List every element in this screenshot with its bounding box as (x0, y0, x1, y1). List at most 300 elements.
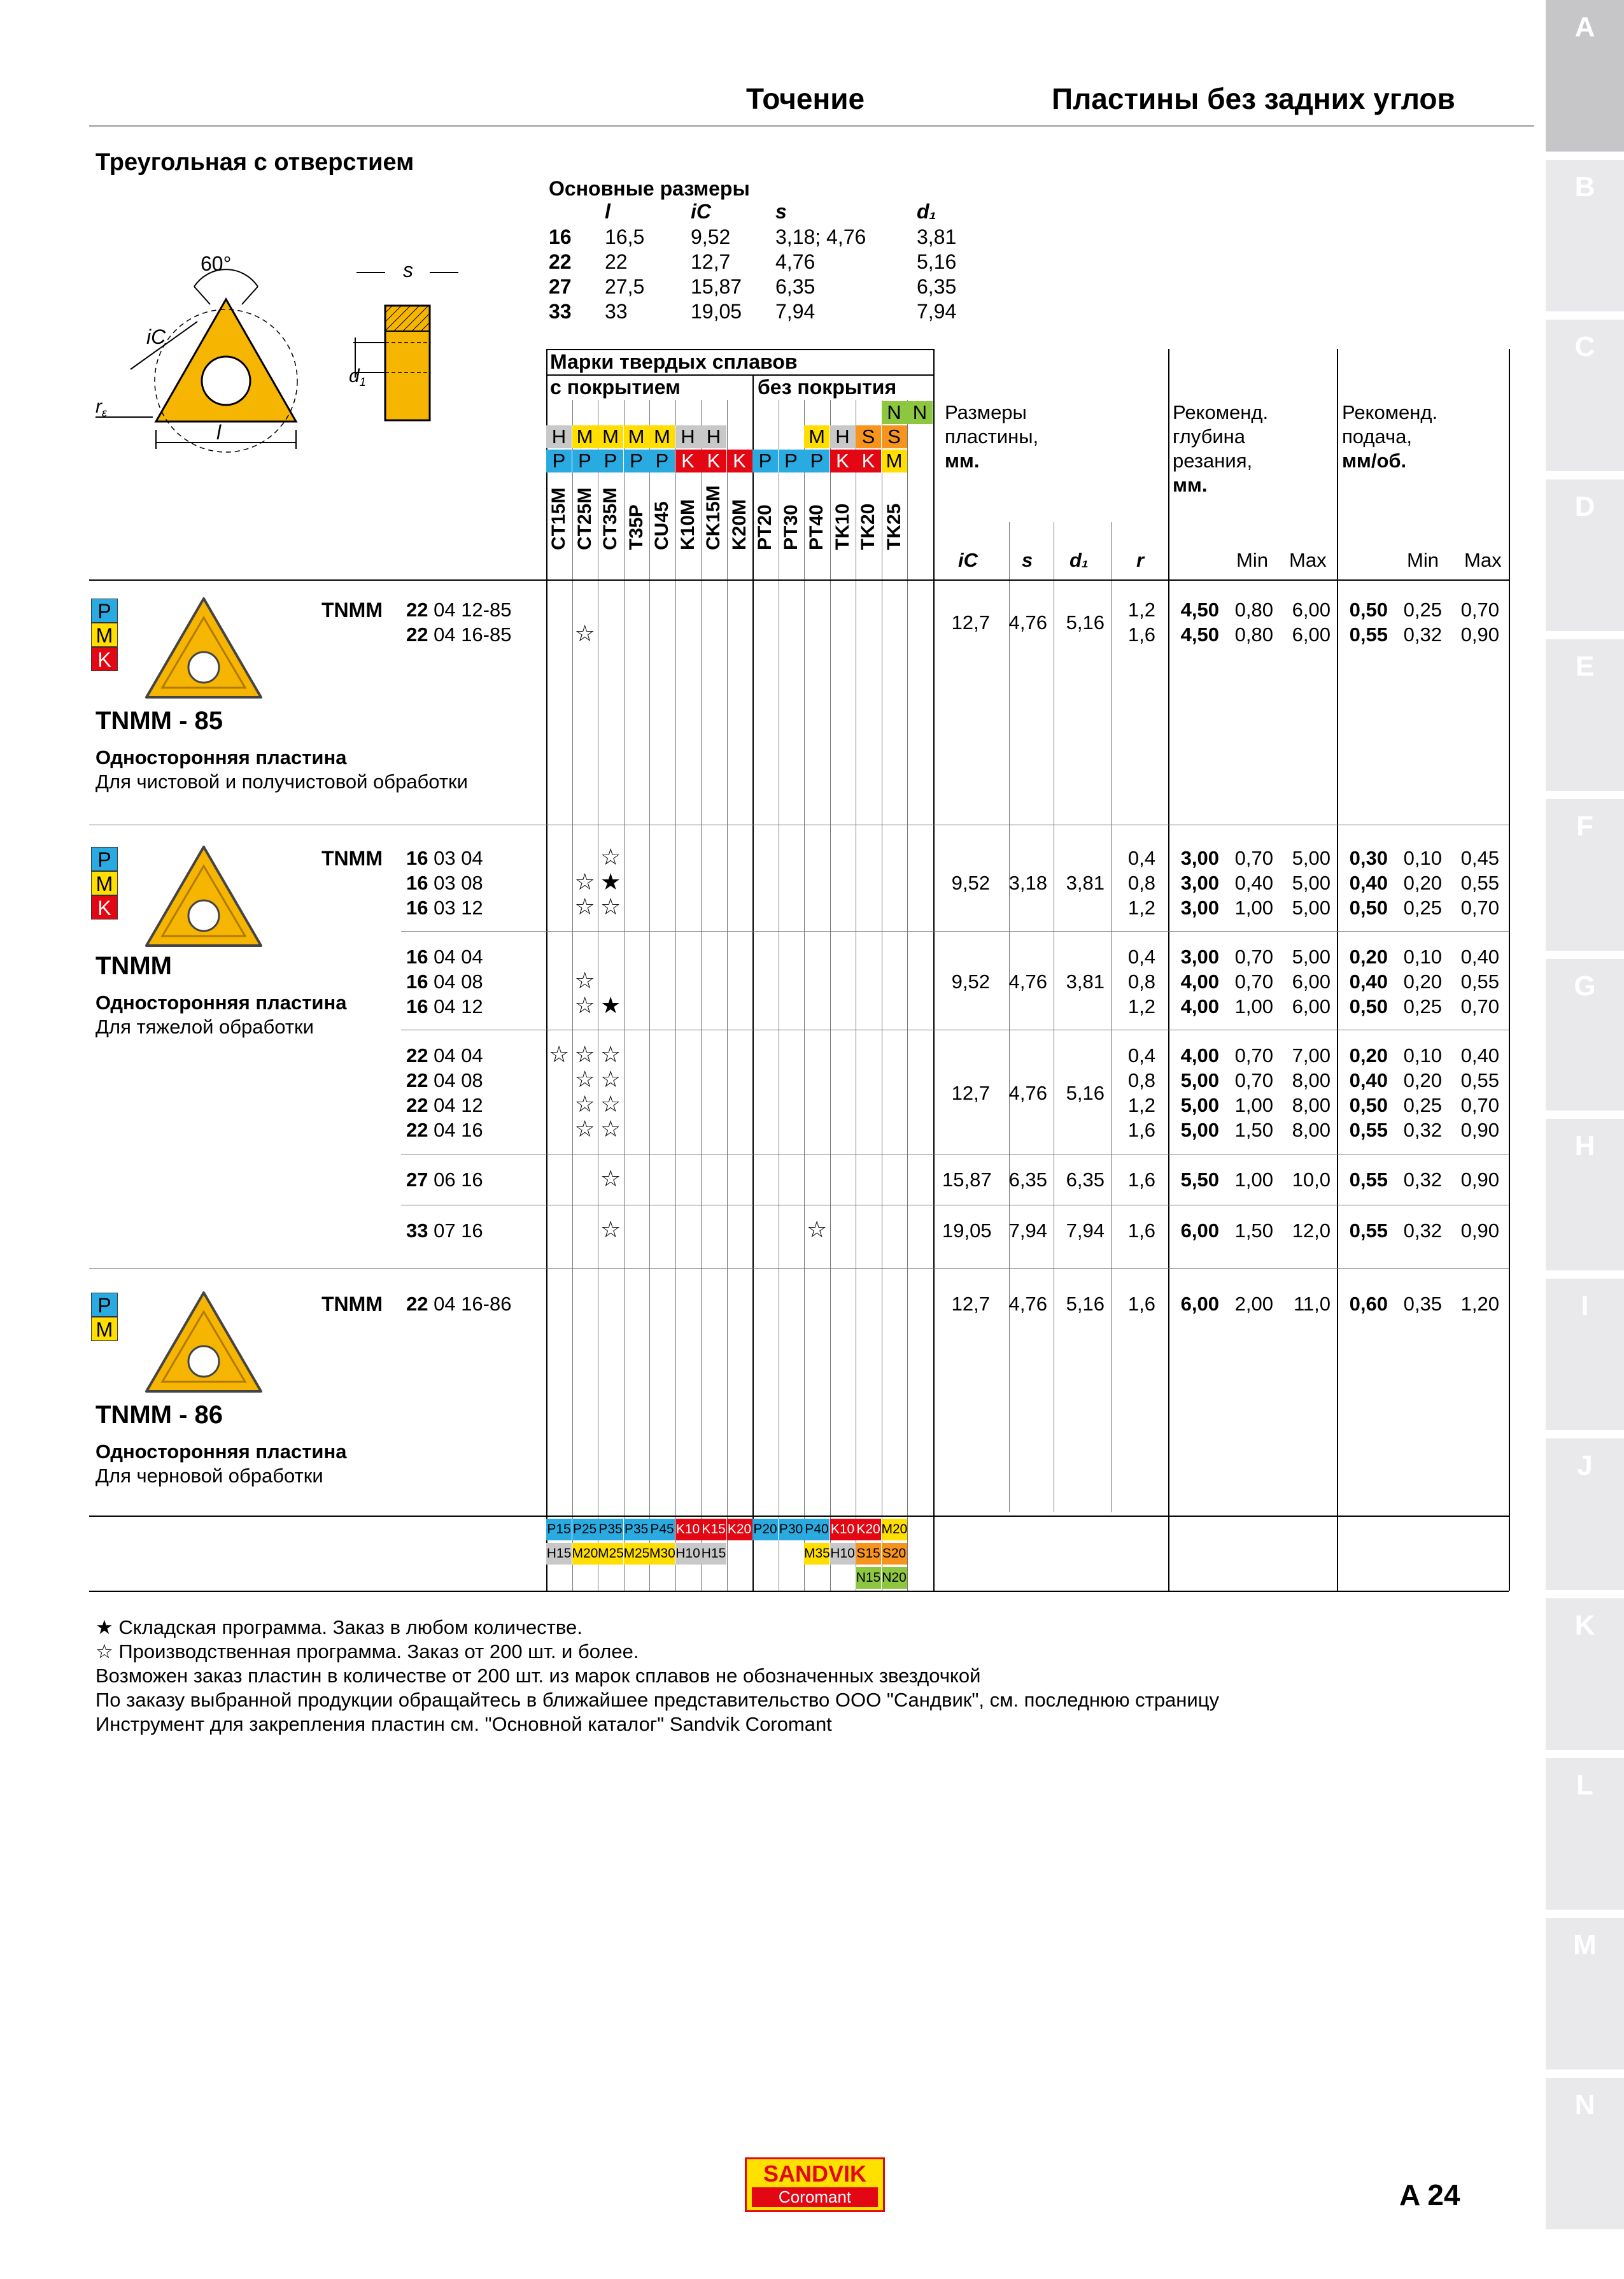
insert-code-size: 22 (406, 1293, 428, 1315)
basic-dims-s: 4,76 (775, 250, 816, 273)
l-label: l (216, 421, 222, 444)
depth-min: 1,50 (1234, 1119, 1273, 1141)
basic-dims-ic: 9,52 (691, 225, 731, 248)
grade-iso-H: H (546, 425, 572, 448)
basic-dims-header: s (775, 200, 787, 223)
stock-star: ☆ (549, 1041, 570, 1067)
feed-max: 0,70 (1460, 897, 1499, 919)
legend-grade: K10 (830, 1519, 856, 1540)
table-border (1168, 349, 1169, 1591)
insert-code (406, 1293, 511, 1316)
col-line (701, 400, 702, 1591)
svg-text:d1: $d_1$ (349, 366, 366, 388)
depth-min: 0,70 (1234, 847, 1273, 869)
insert-r: 1,2 (1127, 599, 1155, 621)
angle-label: 60° (201, 252, 232, 275)
feed-min: 0,25 (1403, 1094, 1442, 1116)
insert-code-rest: 04 16-85 (428, 623, 512, 646)
feed-max: 0,40 (1460, 946, 1499, 968)
insert-s: 4,76 (1008, 1081, 1047, 1104)
stock-star: ☆ (574, 992, 595, 1018)
insert-r: 1,6 (1127, 1293, 1155, 1315)
depth-max: 8,00 (1292, 1119, 1331, 1141)
col-line (624, 400, 625, 1591)
insert-ic: 12,7 (951, 1293, 990, 1315)
insert-s: 4,76 (1008, 611, 1047, 634)
legend-grade: H10 (675, 1543, 701, 1565)
group-rule (401, 931, 1509, 932)
product-name: TNMM (95, 952, 172, 980)
col-line (572, 400, 573, 1591)
stock-star: ☆ (600, 1165, 621, 1191)
legend-grade: K20 (856, 1519, 881, 1540)
insert-code-size: 16 (406, 847, 428, 869)
table-border (1509, 349, 1510, 1591)
depth-min: 0,80 (1234, 599, 1273, 621)
grade-iso-N: N (907, 401, 933, 424)
grade-iso-P: P (598, 450, 623, 472)
insert-code-size: 16 (406, 897, 428, 919)
insert-code-rest: 03 12 (428, 897, 483, 919)
basic-dims-s: 7,94 (775, 300, 816, 323)
insert-code-rest: 03 04 (428, 847, 483, 869)
uncoated-title: без покрытия (758, 376, 897, 399)
section-title: Точение (746, 82, 865, 115)
feed-min: 0,32 (1403, 1168, 1442, 1191)
depth-rec: 5,00 (1180, 1069, 1219, 1091)
feed-min: 0,20 (1403, 970, 1442, 993)
insert-code-rest: 04 12-85 (428, 599, 512, 621)
side-tab-I: I (1546, 1279, 1624, 1430)
feed-max: 0,90 (1460, 623, 1499, 646)
insert-code (406, 1069, 483, 1092)
logo-line2: Coromant (752, 2187, 878, 2207)
insert-code-size: 22 (406, 623, 428, 646)
stock-star: ☆ (574, 869, 595, 895)
insert-code-rest: 04 08 (428, 1069, 483, 1091)
side-tab-M: M (1546, 1918, 1624, 2070)
subtitle: Треугольная с отверстием (95, 149, 414, 176)
grade-name (546, 476, 572, 572)
product-desc: Для черновой обработки (95, 1465, 323, 1487)
grade-label-TK20: TK20 (858, 503, 879, 550)
feed-rec: 0,50 (1349, 897, 1388, 919)
col-header: d₁ (1070, 549, 1089, 571)
feed-rec: 0,40 (1349, 1069, 1388, 1091)
insert-ic: 12,7 (951, 1081, 990, 1104)
product-desc-bold: Односторонняя пластина (95, 991, 347, 1014)
product-desc: Для тяжелой обработки (95, 1016, 314, 1038)
feed-title: подача, (1342, 425, 1412, 448)
side-tab-H: H (1546, 1119, 1624, 1270)
legend-grade: P40 (804, 1519, 830, 1540)
stock-star: ☆ (574, 620, 595, 646)
grade-iso-K: K (727, 450, 752, 472)
grade-name (624, 476, 649, 572)
legend-grade: M20 (882, 1519, 907, 1540)
iso-group-K: K (91, 647, 118, 671)
side-tab-C: C (1546, 320, 1624, 471)
depth-max: 8,00 (1292, 1094, 1331, 1116)
legend-grade: H15 (701, 1543, 726, 1565)
legend-grade: M25 (624, 1543, 649, 1565)
grade-iso-M: M (882, 450, 907, 472)
depth-min: 0,80 (1234, 623, 1273, 646)
insert-ic: 12,7 (951, 611, 990, 634)
basic-dims-ic: 19,05 (691, 300, 742, 323)
logo-line1: SANDVIK (763, 2161, 867, 2187)
insert-code-rest: 07 16 (428, 1219, 483, 1242)
grade-iso-M: M (598, 425, 623, 448)
iso-group-M: M (91, 871, 118, 895)
depth-min: 0,40 (1234, 872, 1273, 894)
stock-star: ★ (600, 992, 621, 1018)
depth-max: 11,0 (1293, 1293, 1331, 1315)
grade-label-PT20: PT20 (754, 504, 775, 550)
insert-d1: 5,16 (1066, 1293, 1105, 1315)
basic-dims-l: 33 (605, 300, 628, 323)
insert-code-rest: 06 16 (428, 1168, 483, 1191)
feed-max: 0,90 (1460, 1168, 1499, 1191)
depth-rec: 5,00 (1180, 1094, 1219, 1116)
insert-d1: 5,16 (1066, 1081, 1105, 1104)
feed-max: 0,45 (1460, 847, 1499, 869)
insert-d1: 3,81 (1066, 872, 1105, 894)
insert-s: 4,76 (1008, 1293, 1047, 1315)
basic-dims-l: 27,5 (605, 275, 645, 298)
footnote: ★ Складская программа. Заказ в любом количестве. (95, 1616, 583, 1638)
insert-code-size: 33 (406, 1219, 428, 1242)
insert-code (406, 1219, 483, 1242)
basic-dims-s: 6,35 (775, 275, 816, 298)
insert-d1: 5,16 (1066, 611, 1105, 634)
sandvik-logo (745, 2157, 885, 2212)
feed-rec: 0,60 (1349, 1293, 1388, 1315)
legend-grade: M35 (804, 1543, 830, 1565)
basic-dims-code: 33 (549, 300, 572, 323)
product-desc-bold: Односторонняя пластина (95, 746, 347, 769)
feed-max: 1,20 (1460, 1293, 1499, 1315)
grades-title: Марки твердых сплавов (550, 350, 798, 373)
side-tab-F: F (1546, 799, 1624, 951)
basic-dims-ic: 12,7 (691, 250, 731, 273)
basic-dims-l: 22 (605, 250, 628, 273)
grade-iso-H: H (830, 425, 856, 448)
insert-code-size: 22 (406, 599, 428, 621)
grade-name (856, 476, 881, 572)
depth-max: 6,00 (1292, 995, 1331, 1018)
stock-star: ☆ (574, 967, 595, 993)
insert-r: 0,8 (1127, 970, 1155, 993)
depth-max: 5,00 (1292, 897, 1331, 919)
legend-grade: N20 (882, 1567, 907, 1589)
feed-min: 0,35 (1403, 1293, 1442, 1315)
grade-label-CT35M: CT35M (600, 487, 621, 550)
feed-rec: 0,55 (1349, 1168, 1388, 1191)
grade-name (804, 476, 830, 572)
depth-rec: 4,00 (1180, 1044, 1219, 1067)
grade-iso-P: P (546, 450, 572, 472)
col-header: Min (1407, 549, 1439, 571)
insert-d1: 3,81 (1066, 970, 1105, 993)
feed-min: 0,25 (1403, 995, 1442, 1018)
insert-code-size: 22 (406, 1044, 428, 1067)
legend-grade: P35 (624, 1519, 649, 1540)
insert-code-rest: 04 16-86 (428, 1293, 512, 1315)
insert-code-rest: 04 08 (428, 970, 483, 993)
insert-icon (140, 841, 267, 955)
col-line (675, 400, 676, 1591)
grade-iso-P: P (572, 450, 598, 472)
insert-ic: 9,52 (951, 970, 990, 993)
feed-rec: 0,40 (1349, 872, 1388, 894)
insert-code (406, 946, 483, 969)
legend-grade: K15 (701, 1519, 726, 1540)
grade-iso-H: H (701, 425, 726, 448)
basic-dims-d1: 7,94 (917, 300, 957, 323)
basic-dims-header: d₁ (917, 200, 936, 223)
stock-star: ☆ (574, 1091, 595, 1117)
depth-rec: 3,00 (1180, 897, 1219, 919)
header-rule (89, 125, 1534, 127)
legend-grade: M20 (572, 1543, 598, 1565)
table-rule (89, 579, 1509, 581)
depth-rec: 4,50 (1180, 623, 1219, 646)
grade-label-CK15M: CK15M (703, 485, 724, 550)
col-header: Max (1464, 549, 1502, 571)
side-tab-N: N (1546, 2078, 1624, 2229)
depth-max: 6,00 (1292, 599, 1331, 621)
ic-label: iC (146, 325, 166, 348)
grade-iso-P: P (804, 450, 830, 472)
col-header: iC (958, 549, 978, 571)
table-border (1337, 349, 1338, 1591)
feed-max: 0,90 (1460, 1219, 1499, 1242)
insert-code (406, 1044, 483, 1067)
grade-iso-K: K (675, 450, 701, 472)
stock-star: ☆ (600, 1066, 621, 1092)
insert-d1: 6,35 (1066, 1168, 1105, 1191)
iso-group-K: K (91, 895, 118, 919)
legend-grade: P30 (779, 1519, 804, 1540)
legend-grade: P25 (572, 1519, 598, 1540)
grade-label-PT30: PT30 (780, 504, 801, 550)
insert-code-rest: 04 04 (428, 1044, 483, 1067)
depth-rec: 3,00 (1180, 847, 1219, 869)
insert-code (406, 897, 483, 919)
col-header: Min (1236, 549, 1268, 571)
col-line (1009, 522, 1010, 1512)
insert-code-size: 22 (406, 1119, 428, 1141)
basic-dims-d1: 6,35 (917, 275, 957, 298)
feed-min: 0,25 (1403, 897, 1442, 919)
col-header: r (1136, 549, 1145, 571)
grade-label-CT25M: CT25M (574, 487, 595, 550)
depth-max: 8,00 (1292, 1069, 1331, 1091)
insert-r: 0,4 (1127, 847, 1155, 869)
legend-grade: H15 (546, 1543, 572, 1565)
insert-code-rest: 04 12 (428, 995, 483, 1018)
insert-code (406, 1168, 483, 1191)
insert-icon (140, 592, 267, 707)
feed-min: 0,25 (1403, 599, 1442, 621)
legend-grade: M25 (598, 1543, 623, 1565)
col-line (649, 400, 650, 1591)
grade-name (701, 476, 726, 572)
product-desc: Для чистовой и получистовой обработки (95, 770, 468, 793)
insert-s: 3,18 (1008, 872, 1047, 894)
depth-min: 2,00 (1234, 1293, 1273, 1315)
stock-star: ☆ (807, 1216, 828, 1242)
grade-name (752, 476, 778, 572)
legend-grade: P15 (546, 1519, 572, 1540)
dims-title: мм. (945, 450, 980, 472)
side-tab-D: D (1546, 479, 1624, 631)
insert-code (406, 847, 483, 870)
col-line (907, 400, 908, 1591)
stock-star: ☆ (600, 1116, 621, 1142)
legend-grade: S20 (882, 1543, 907, 1565)
depth-min: 1,00 (1234, 897, 1273, 919)
depth-max: 7,00 (1292, 1044, 1331, 1067)
depth-rec: 5,00 (1180, 1119, 1219, 1141)
feed-rec: 0,40 (1349, 970, 1388, 993)
insert-code-size: 16 (406, 946, 428, 968)
insert-ic: 15,87 (942, 1168, 992, 1191)
iso-group-P: P (91, 599, 118, 623)
insert-r: 1,6 (1127, 1168, 1155, 1191)
insert-code (406, 872, 483, 895)
feed-rec: 0,55 (1349, 1119, 1388, 1141)
basic-dims-header: l (605, 200, 611, 223)
col-header: Max (1289, 549, 1327, 571)
insert-geometry-diagram (89, 248, 484, 458)
stock-star: ☆ (600, 893, 621, 919)
insert-code-size: 16 (406, 970, 428, 993)
depth-min: 0,70 (1234, 1044, 1273, 1067)
depth-max: 6,00 (1292, 970, 1331, 993)
stock-star: ☆ (574, 1116, 595, 1142)
insert-code (406, 995, 483, 1018)
insert-code-rest: 03 08 (428, 872, 483, 894)
grade-iso-M: M (804, 425, 830, 448)
legend-grade: M30 (649, 1543, 675, 1565)
feed-max: 0,70 (1460, 995, 1499, 1018)
feed-min: 0,20 (1403, 872, 1442, 894)
footnote: Возможен заказ пластин в количестве от 200 шт. из марок сплавов не обозначенных звездочкой (95, 1665, 981, 1687)
side-tab-B: B (1546, 160, 1624, 311)
legend-grade: H10 (830, 1543, 856, 1565)
depth-max: 6,00 (1292, 623, 1331, 646)
depth-rec: 5,50 (1180, 1168, 1219, 1191)
feed-max: 0,70 (1460, 1094, 1499, 1116)
grade-iso-M: M (624, 425, 649, 448)
basic-dims-code: 22 (549, 250, 572, 273)
stock-star: ☆ (600, 1091, 621, 1117)
insert-code-rest: 04 12 (428, 1094, 483, 1116)
feed-rec: 0,20 (1349, 1044, 1388, 1067)
grade-label-TK10: TK10 (831, 503, 853, 550)
grade-iso-P: P (779, 450, 804, 472)
insert-r: 1,6 (1127, 623, 1155, 646)
dims-title: пластины, (945, 425, 1039, 448)
coated-title: с покрытием (550, 376, 681, 399)
depth-rec: 6,00 (1180, 1219, 1219, 1242)
feed-max: 0,40 (1460, 1044, 1499, 1067)
grade-iso-H: H (675, 425, 701, 448)
depth-title: Рекоменд. (1173, 401, 1269, 423)
side-tab-E: E (1546, 639, 1624, 791)
grade-iso-K: K (701, 450, 726, 472)
product-type: TNMM (321, 1293, 383, 1316)
stock-star: ☆ (600, 1041, 621, 1067)
depth-min: 1,00 (1234, 1094, 1273, 1116)
insert-code-size: 16 (406, 995, 428, 1018)
grade-iso-K: K (856, 450, 881, 472)
insert-d1: 7,94 (1066, 1219, 1105, 1242)
feed-min: 0,32 (1403, 1219, 1442, 1242)
product-name: TNMM - 86 (95, 1401, 223, 1429)
insert-code-size: 27 (406, 1168, 428, 1191)
dims-title: Размеры (945, 401, 1027, 423)
table-rule (89, 1516, 1509, 1517)
depth-min: 1,00 (1234, 1168, 1273, 1191)
product-type: TNMM (321, 847, 383, 870)
insert-code-size: 22 (406, 1094, 428, 1116)
insert-code (406, 1119, 483, 1142)
col-line (727, 400, 728, 1591)
basic-dims-code: 16 (549, 225, 572, 248)
insert-r: 0,4 (1127, 1044, 1155, 1067)
grade-iso-S: S (882, 425, 907, 448)
feed-min: 0,10 (1403, 1044, 1442, 1067)
feed-max: 0,90 (1460, 1119, 1499, 1141)
depth-max: 5,00 (1292, 847, 1331, 869)
depth-title: резания, (1173, 450, 1253, 472)
feed-title: Рекоменд. (1342, 401, 1438, 423)
depth-min: 0,70 (1234, 946, 1273, 968)
grade-name (830, 476, 856, 572)
legend-grade: N15 (856, 1567, 881, 1589)
depth-rec: 6,00 (1180, 1293, 1219, 1315)
side-tab-A: A (1546, 0, 1624, 152)
basic-dims-l: 16,5 (605, 225, 645, 248)
insert-r: 0,8 (1127, 1069, 1155, 1091)
stock-star: ☆ (600, 844, 621, 870)
insert-code-size: 22 (406, 1069, 428, 1091)
depth-max: 5,00 (1292, 872, 1331, 894)
footnote: ☆ Производственная программа. Заказ от 200 шт. и более. (95, 1640, 639, 1663)
grade-name (727, 476, 752, 572)
basic-dims-title: Основные размеры (549, 177, 750, 200)
side-tab-G: G (1546, 959, 1624, 1111)
grade-name (779, 476, 804, 572)
insert-s: 7,94 (1008, 1219, 1047, 1242)
grade-iso-M: M (572, 425, 598, 448)
stock-star: ☆ (574, 1041, 595, 1067)
grade-iso-P: P (649, 450, 675, 472)
insert-icon (140, 1286, 267, 1401)
insert-code-rest: 04 16 (428, 1119, 483, 1141)
insert-ic: 9,52 (951, 872, 990, 894)
grade-label-CU45: CU45 (651, 501, 672, 550)
grade-label-K10M: K10M (677, 499, 698, 550)
s-label: s (403, 259, 413, 281)
feed-max: 0,70 (1460, 599, 1499, 621)
svg-text:rε: $r_\varepsilon$ (95, 396, 107, 419)
feed-min: 0,10 (1403, 847, 1442, 869)
depth-rec: 4,00 (1180, 995, 1219, 1018)
